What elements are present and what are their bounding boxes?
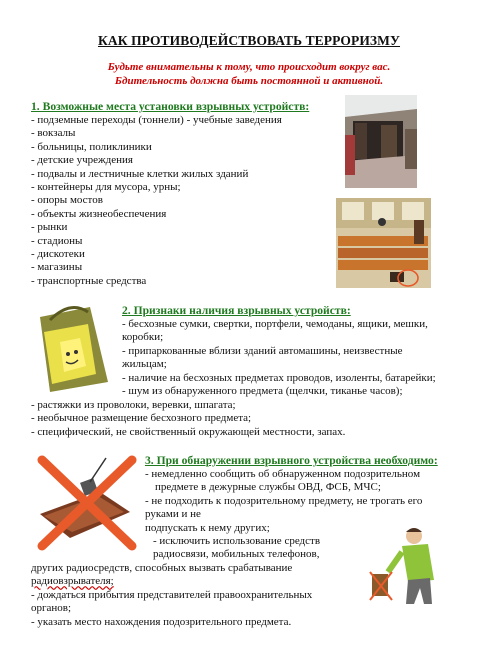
section2-heading: 2. Признаки наличия взрывных устройств:: [122, 304, 351, 317]
intro-line-2: Бдительность должна быть постоянной и активной.: [114, 75, 384, 87]
list-item: радиосвязи, мобильных телефонов,: [153, 548, 320, 561]
list-item: - подземные переходы (тоннели) - учебные заведения: [31, 114, 282, 126]
underpass-image: [345, 95, 417, 188]
list-item: - рынки: [31, 221, 68, 234]
list-item: - опоры мостов: [31, 194, 103, 207]
station-hall-image: [336, 198, 431, 288]
section3-heading: 3. При обнаружении взрывного устройства необходимо:: [145, 454, 438, 467]
intro-line-1: Будьте внимательны к тому, что происходит вокруг вас.: [107, 61, 391, 73]
section2-list-right: [122, 318, 436, 398]
list-item: - дождаться прибытия представителей правоохранительных: [31, 588, 313, 601]
page-title: КАК ПРОТИВОДЕЙСТВОВАТЬ ТЕРРОРИЗМУ: [97, 33, 401, 48]
list-item: - немедленно сообщить об обнаруженном подозрительном: [145, 468, 421, 480]
list-item: - бесхозные сумки, свертки, портфели, чемоданы, ящики, мешки,: [122, 318, 428, 330]
list-item: - стадионы: [31, 234, 83, 247]
list-item: - подвалы и лестничные клетки жилых зданий: [31, 167, 249, 180]
list-item: предмете в дежурные службы ОВД, ФСБ, МЧС;: [155, 481, 381, 494]
section1-heading: 1. Возможные места установки взрывных устройств:: [31, 100, 310, 113]
suspicious-bag-image: [30, 302, 110, 397]
list-item: - растяжки из проволоки, веревки, шпагата;: [31, 399, 236, 411]
list-item: - детские учреждения: [31, 154, 133, 167]
list-item: - контейнеры для мусора, урны;: [31, 181, 181, 194]
list-item: - магазины: [31, 261, 83, 274]
crossed-device-image: [30, 452, 140, 552]
list-item: - объекты жизнеобеспечения: [31, 207, 167, 220]
list-item: - необычное размещение бесхозного предмета;: [31, 412, 252, 425]
list-item: жильцам;: [122, 358, 167, 371]
list-item: радиовзрывателя;: [31, 575, 114, 588]
list-item: - указать место нахождения подозрительного предмета.: [31, 615, 292, 628]
list-item: органов;: [31, 602, 72, 615]
list-item: - шум из обнаруженного предмета (щелчки, тиканье часов);: [122, 385, 403, 398]
list-item: подпускать к нему других;: [145, 521, 270, 534]
list-item: - больницы, поликлиники: [31, 140, 152, 153]
list-item: - специфический, не свойственный окружающей местности, запах.: [31, 425, 346, 438]
list-item: других радиосредств, способных вызвать срабатывание: [31, 562, 293, 574]
list-item: руками и не: [145, 508, 201, 521]
section3-list-left: [31, 562, 312, 629]
list-item: - исключить использование средств: [153, 535, 321, 548]
list-item: - дискотеки: [31, 248, 85, 261]
person-observing-image: [368, 522, 440, 608]
section1-list: [31, 114, 282, 288]
list-item: коробки;: [122, 331, 164, 344]
section2-list-left: [31, 399, 345, 439]
list-item: - припаркованные вблизи зданий автомашины, неизвестные: [122, 344, 403, 357]
list-item: - наличие на бесхозных предметах проводов, изоленты, батарейки;: [122, 371, 436, 384]
list-item: - вокзалы: [31, 127, 76, 140]
list-item: - транспортные средства: [31, 274, 147, 287]
list-item: - не подходить к подозрительному предмету, не трогать его: [145, 494, 423, 507]
